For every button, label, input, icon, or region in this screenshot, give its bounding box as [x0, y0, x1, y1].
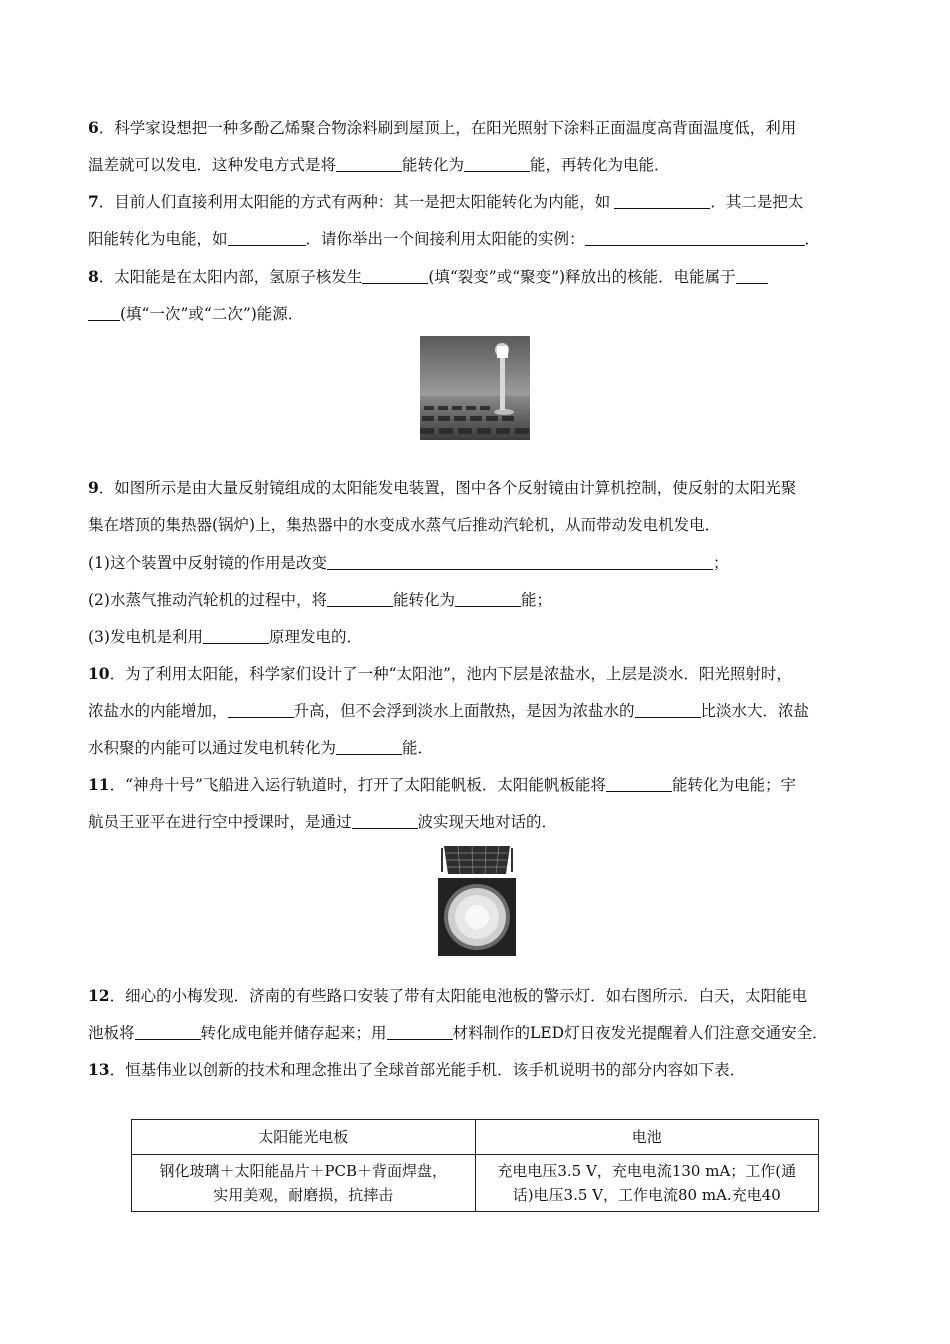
q13-line-1: 13．恒基伟业以创新的技术和理念推出了全球首部光能手机．该手机说明书的部分内容如下表． [88, 1060, 746, 1079]
q9-sub-2: (2)水蒸气推动汽轮机的过程中，将 能转化为 能； [88, 591, 552, 609]
question-number: 13 [88, 1060, 110, 1079]
answer-blank[interactable] [327, 555, 713, 570]
answer-blank[interactable] [135, 1025, 201, 1040]
q7-line-1: 7．目前人们直接利用太阳能的方式有两种：其一是把太阳能转化为内能，如 ．其二是把太 [88, 192, 804, 211]
table-cell: 钢化玻璃＋太阳能晶片＋PCB＋背面焊盘， 实用美观，耐磨损，抗摔击 [132, 1155, 476, 1212]
q7-line-2: 阳能转化为电能，如 ．请你举出一个间接利用太阳能的实例： ． [88, 230, 821, 248]
question-number: 12 [88, 986, 110, 1005]
answer-blank[interactable] [336, 740, 402, 755]
q12-line-1: 12．细心的小梅发现．济南的有些路口安装了带有太阳能电池板的警示灯．如右图所示．白天，太阳能电 [88, 986, 808, 1005]
q9-sub-3: (3)发电机是利用 原理发电的． [88, 628, 362, 646]
question-number: 9 [88, 478, 99, 497]
answer-blank[interactable] [736, 269, 768, 284]
answer-blank[interactable] [362, 269, 428, 284]
table-row [132, 1155, 819, 1212]
q9-sub-1: (1)这个装置中反射镜的作用是改变 ； [88, 554, 729, 572]
q8-line-2: (填“一次”或“二次”)能源． [88, 303, 868, 325]
q6-line-2: 温差就可以发电．这种发电方式是将 能转化为 能，再转化为电能． [88, 156, 670, 174]
q10-line-1: 10．为了利用太阳能，科学家们设计了一种“太阳池”，池内下层是浓盐水，上层是淡水．阳光照射时， [88, 664, 792, 683]
phone-spec-table [131, 1119, 819, 1212]
question-number: 8 [88, 267, 99, 286]
q9-line-2: 集在塔顶的集热器(锅炉)上，集热器中的水变成水蒸气后推动汽轮机，从而带动发电机发电． [88, 516, 721, 534]
answer-blank[interactable] [585, 231, 805, 246]
table-header-row [132, 1120, 819, 1155]
q6-line-1: 6．科学家设想把一种多酚乙烯聚合物涂料刷到屋顶上，在阳光照射下涂料正面温度高背面温度低，利用 [88, 118, 797, 137]
answer-blank[interactable] [464, 157, 530, 172]
q10-line-2: 浓盐水的内能增加， 升高，但不会浮到淡水上面散热，是因为浓盐水的 比淡水大．浓盐 [88, 702, 810, 720]
answer-blank[interactable] [327, 592, 393, 607]
answer-blank[interactable] [352, 814, 418, 829]
question-number: 10 [88, 664, 110, 683]
answer-blank[interactable] [635, 703, 701, 718]
question-number: 11 [88, 775, 110, 794]
answer-blank[interactable] [228, 703, 294, 718]
answer-blank[interactable] [88, 306, 120, 321]
table-header: 电池 [475, 1120, 819, 1155]
answer-blank[interactable] [606, 777, 672, 792]
q8-line-1: 8．太阳能是在太阳内部，氢原子核发生 (填“裂变”或“聚变”)释放出的核能．电能属于 [88, 266, 868, 288]
table-header: 太阳能光电板 [132, 1120, 476, 1155]
answer-blank[interactable] [336, 157, 402, 172]
solar-warning-light-photo [436, 844, 518, 958]
q11-line-1: 11．“神舟十号”飞船进入运行轨道时，打开了太阳能帆板．太阳能帆板能将 能转化为电能；宇 [88, 775, 796, 794]
q12-line-2: 池板将 转化成电能并储存起来；用 材料制作的LED灯日夜发光提醒着人们注意交通安全． [88, 1024, 828, 1042]
question-number: 6 [88, 118, 99, 137]
answer-blank[interactable] [455, 592, 521, 607]
answer-blank[interactable] [387, 1025, 453, 1040]
answer-blank[interactable] [203, 629, 269, 644]
answer-blank[interactable] [614, 194, 710, 209]
q10-line-3: 水积聚的内能可以通过发电机转化为 能． [88, 739, 434, 757]
q9-line-1: 9．如图所示是由大量反射镜组成的太阳能发电装置，图中各个反射镜由计算机控制，使反射的太阳光聚 [88, 478, 797, 497]
question-number: 7 [88, 192, 99, 211]
table-cell: 充电电压3.5 V，充电电流130 mA；工作(通 话)电压3.5 V，工作电流80 mA.充电40 [475, 1155, 819, 1212]
solar-tower-photo [420, 336, 530, 440]
answer-blank[interactable] [228, 231, 306, 246]
q11-line-2: 航员王亚平在进行空中授课时，是通过 波实现天地对话的． [88, 813, 558, 831]
